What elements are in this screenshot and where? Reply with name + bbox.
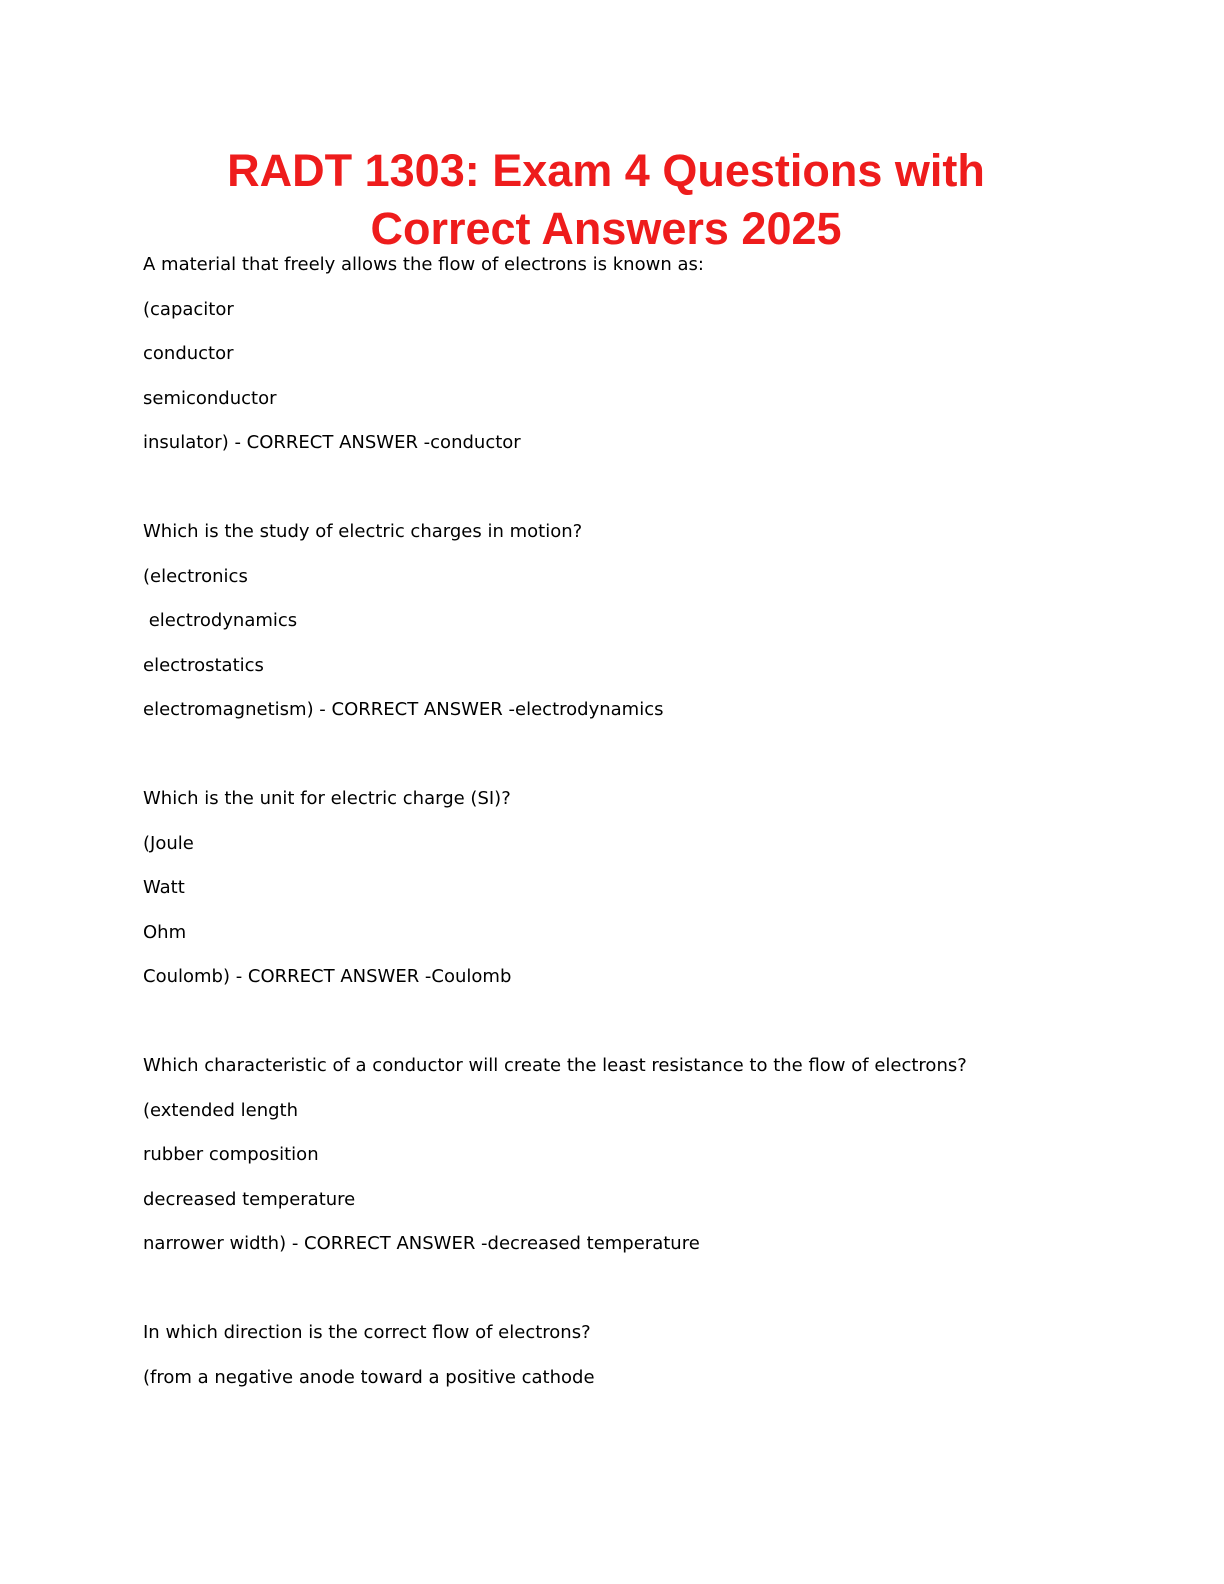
question-text: Which characteristic of a conductor will create the least resistance to the flow of electrons? — [143, 1055, 967, 1076]
title-line-2: Correct Answers 2025 — [370, 203, 842, 254]
answer-option: (extended length — [143, 1099, 298, 1121]
question-block — [143, 1321, 1143, 1390]
answer-option: (electronics — [143, 565, 248, 587]
answer-option: Ohm — [143, 921, 187, 943]
answer-option: (capacitor — [143, 298, 234, 320]
question-block — [143, 520, 1143, 722]
question-block — [143, 787, 1143, 989]
question-text: Which is the unit for electric charge (SI)? — [143, 788, 511, 809]
answer-option: electrostatics — [143, 654, 264, 676]
question-text: Which is the study of electric charges in motion? — [143, 521, 583, 542]
answer-option-with-correct-answer: insulator) - CORRECT ANSWER -conductor — [143, 432, 521, 453]
question-block — [143, 1054, 1143, 1256]
answer-option-with-correct-answer: Coulomb) - CORRECT ANSWER -Coulomb — [143, 966, 512, 987]
answer-option: (Joule — [143, 832, 194, 854]
answer-option-with-correct-answer: electromagnetism) - CORRECT ANSWER -electrodynamics — [143, 699, 664, 720]
answer-option: electrodynamics — [143, 610, 298, 631]
answer-option: rubber composition — [143, 1144, 319, 1165]
question-text: In which direction is the correct flow of electrons? — [143, 1322, 591, 1343]
answer-option: conductor — [143, 343, 234, 364]
answer-option: semiconductor — [143, 387, 277, 409]
answer-option: Watt — [143, 877, 185, 898]
question-block — [143, 253, 1143, 455]
answer-option: (from a negative anode toward a positive cathode — [143, 1366, 595, 1388]
answer-option-with-correct-answer: narrower width) - CORRECT ANSWER -decreased temperature — [143, 1233, 700, 1254]
question-text: A material that freely allows the flow of electrons is known as: — [143, 254, 704, 275]
answer-option: decreased temperature — [143, 1188, 356, 1210]
question-list — [143, 253, 1143, 1410]
title-line-1: RADT 1303: Exam 4 Questions with — [227, 145, 985, 196]
document-title — [0, 142, 1212, 258]
